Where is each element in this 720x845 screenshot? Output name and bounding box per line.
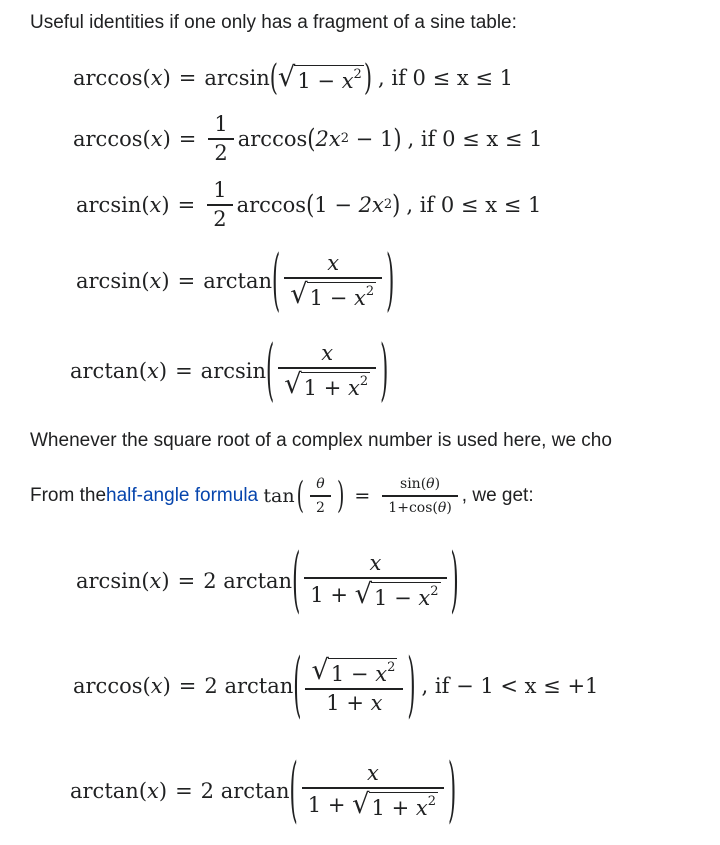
left-paren: ( (269, 56, 278, 98)
identity-arcsin-arctan: arcsin ( x ) = arctan ( x √ $1 - x^2$ ) (76, 241, 395, 318)
complex-root-text: Whenever the square root of a complex number is used here, we cho (30, 430, 612, 451)
fn-name: arccos (73, 65, 143, 90)
condition-if: , if (378, 65, 406, 90)
identity-arcsin-2arctan: arcsin ( x ) = 2 arctan ( x 1 + √ $1 - x^2$ ) (76, 538, 459, 621)
sqrt: √ $1 - x^2$ (277, 61, 362, 93)
var: x (150, 65, 163, 90)
equals: = (178, 65, 197, 90)
identity-arctan-arcsin: arctan ( x ) = arcsin ( x √ $1 + x^2$ ) (70, 331, 389, 408)
identity-arcsin-half: arcsin ( x ) = $\frac{1}{2}$ arccos ( 1 − 2x 2 ) , if 0 ≤ x ≤ 1 (76, 178, 542, 231)
condition-range: 0 ≤ x ≤ 1 (412, 65, 514, 90)
right-paren: ) (363, 56, 373, 98)
identity-arccos-arcsin: arccos ( x ) = arcsin ( √ $1 - x^2$ ) , if 0 ≤ x ≤ 1 (73, 56, 514, 98)
identity-arccos-half: arccos ( x ) = $\frac{1}{2}$ arccos ( 2x 2 − 1 ) , if 0 ≤ x ≤ 1 (73, 112, 543, 165)
intro-text: Useful identities if one only has a fragment of a sine table: (30, 12, 517, 33)
identity-arctan-2arctan: arctan ( x ) = 2 arctan ( x 1 + √ $1 + x^2$ ) (70, 748, 457, 831)
identity-arccos-2arctan: arccos ( x ) = 2 arctan ( √ $1 - x^2$ 1 + x ) , if − 1 < x ≤ +1 (73, 643, 599, 726)
half-angle-line: From the half-angle formula tan ( $\frac{\theta}{2}$ ) = $\frac{\sin(\theta)}{1+\cos(\theta)}$ , we get: (30, 475, 534, 517)
half-angle-formula-link[interactable]: half-angle formula (106, 485, 259, 506)
fn-name: arcsin (204, 65, 270, 90)
fraction-half: $\frac{1}{2}$ (208, 114, 233, 163)
fraction-half: $\frac{1}{2}$ (207, 180, 232, 229)
half-angle-formula: tan ( $\frac{\theta}{2}$ ) = $\frac{\sin(\theta)}{1+\cos(\theta)}$ (263, 476, 461, 515)
